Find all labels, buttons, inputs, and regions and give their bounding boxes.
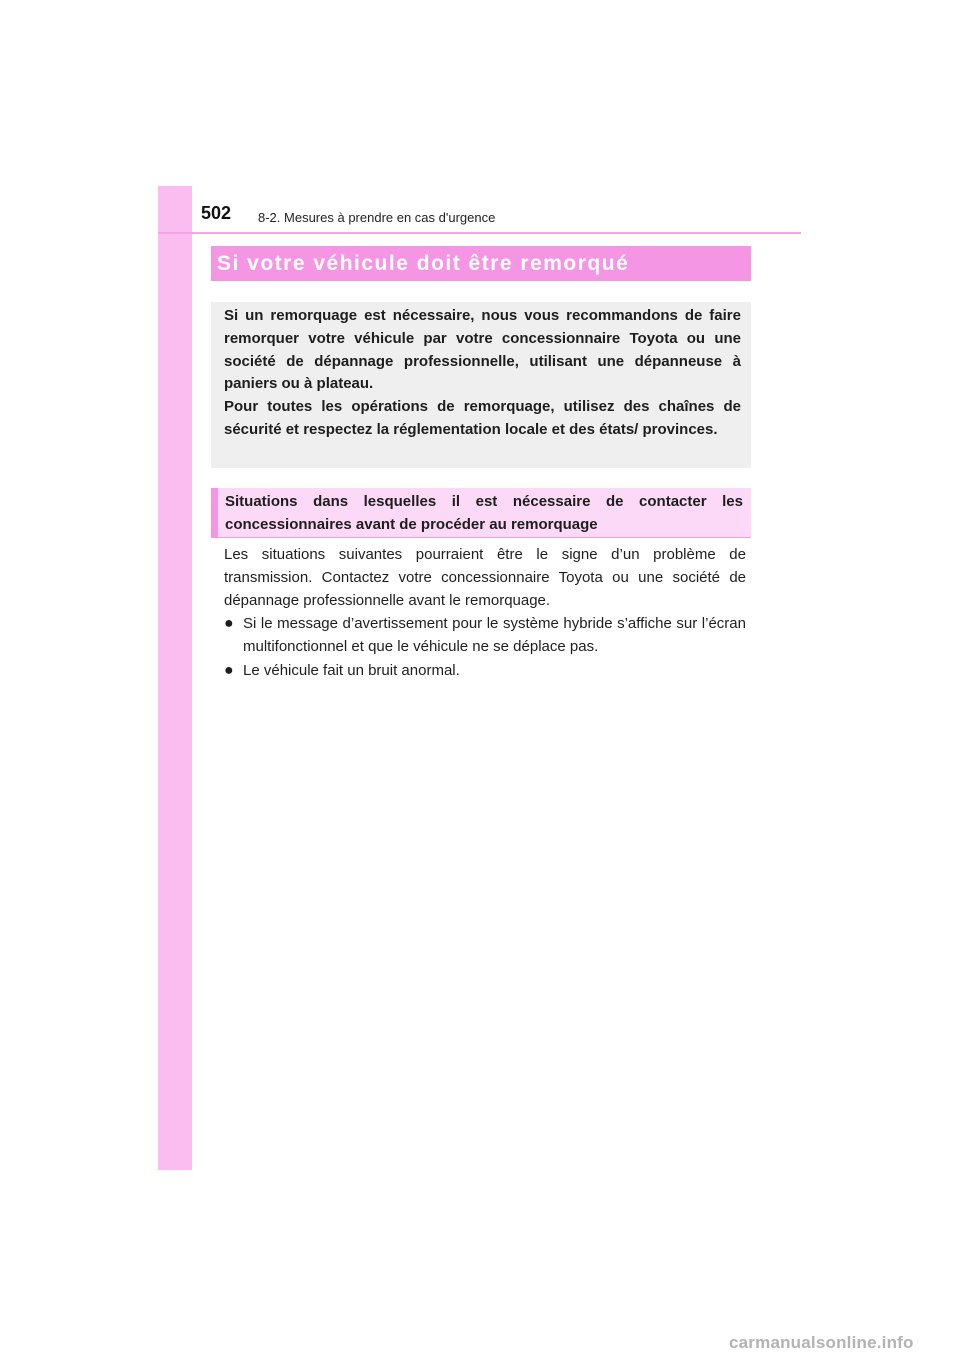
list-item (224, 612, 746, 658)
list-item-text: Si le message d’avertissement pour le système hybride s’affiche sur l’écran multifonctionnel et que le véhicule ne se déplace pas. (243, 615, 746, 655)
bullet-icon: ● (224, 615, 234, 632)
subsection-title-box (211, 488, 751, 538)
list-item (224, 659, 746, 682)
header-rule (158, 232, 801, 234)
body-paragraph: Les situations suivantes pourraient être le signe d’un problème de transmission. Contactez votre concessionnaire Toyota ou une société de dépannage professionnelle avant le remorquage. (224, 546, 746, 609)
side-band (158, 186, 192, 1170)
intro-box (211, 302, 751, 468)
intro-paragraph-1: Si un remorquage est nécessaire, nous vous recommandons de faire remorquer votre véhicule par votre concessionnaire Toyota ou une société de dépannage professionnelle, utilisant une dépanneuse à paniers ou à plateau. (224, 307, 741, 393)
section-title: Si votre véhicule doit être remorqué (217, 251, 630, 275)
chapter-heading: 8-2. Mesures à prendre en cas d'urgence (258, 210, 496, 225)
page-number: 502 (201, 203, 232, 223)
intro-paragraph-2: Pour toutes les opérations de remorquage, utilisez des chaînes de sécurité et respectez la réglementation locale et des états/ provinces. (224, 398, 741, 438)
watermark: carmanualsonline.info (729, 1333, 914, 1352)
subsection-body (224, 543, 746, 612)
subsection-title: Situations dans lesquelles il est nécessaire de contacter les concessionnaires avant de procéder au remorquage (225, 493, 743, 533)
section-title-bar (211, 246, 751, 281)
bullet-icon: ● (224, 662, 234, 679)
list-item-text: Le véhicule fait un bruit anormal. (243, 662, 460, 679)
